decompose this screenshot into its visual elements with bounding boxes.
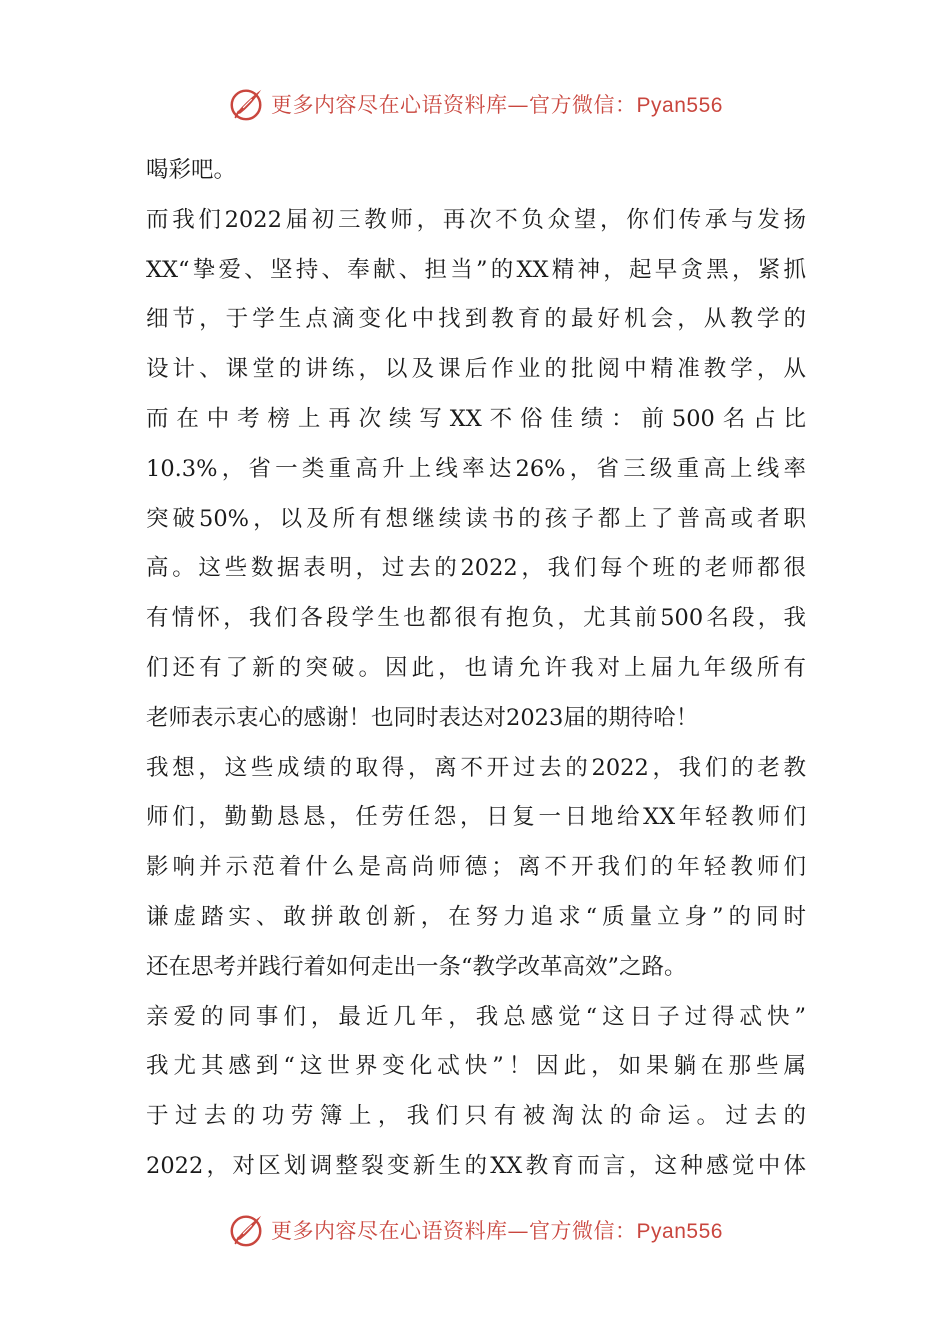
text-line: 还在思考并践行着如何走出一条“教学改革高效”之路。 <box>146 953 687 980</box>
header-wechat-label: 官方微信： <box>529 93 637 117</box>
text-line: 设计、课堂的讲练，以及课后作业的批阅中精准教学，从 <box>146 356 806 383</box>
text-line: 2022，对区划调整裂变新生的XX教育而言，这种感觉中体 <box>146 1152 806 1179</box>
text-line: 突破50%，以及所有想继续读书的孩子都上了普高或者职 <box>146 505 806 532</box>
text-line: 谦虚踏实、敢拼敢创新，在努力追求“质量立身”的同时 <box>146 903 806 930</box>
text-line: 有情怀，我们各段学生也都很有抱负，尤其前500名段，我 <box>146 605 806 632</box>
header-slogan: 更多内容尽在心语资料库 <box>271 93 508 117</box>
quill-logo-icon <box>227 1211 265 1249</box>
text-line: 于过去的功劳簿上，我们只有被淘汰的命运。过去的 <box>146 1103 806 1130</box>
text-line: 而我们2022届初三教师，再次不负众望，你们传承与发扬 <box>146 206 806 233</box>
text-line: 而在中考榜上再次续写XX不俗佳绩：前500名占比 <box>146 405 806 432</box>
text-line: 影响并示范着什么是高尚师德；离不开我们的年轻教师们 <box>146 854 806 881</box>
text-line: 喝彩吧。 <box>146 157 237 183</box>
text-line: 10.3%，省一类重高升上线率达26%，省三级重高上线率 <box>146 455 806 482</box>
document-body <box>146 146 806 1192</box>
header-separator: — <box>507 93 530 117</box>
footer-wechat-label: 官方微信： <box>529 1219 637 1243</box>
footer-text <box>271 1215 723 1245</box>
text-line: 细节，于学生点滴变化中找到教育的最好机会，从教学的 <box>146 306 806 333</box>
quill-logo-icon <box>227 85 265 123</box>
text-line: 我想，这些成绩的取得，离不开过去的2022，我们的老教 <box>146 754 806 781</box>
header-wechat-account: Pyan556 <box>636 94 723 117</box>
footer-banner <box>0 1208 950 1252</box>
footer-slogan: 更多内容尽在心语资料库 <box>271 1219 508 1243</box>
text-line: XX“挚爱、坚持、奉献、担当”的XX精神，起早贪黑，紧抓 <box>146 256 806 283</box>
footer-wechat-account: Pyan556 <box>636 1220 723 1243</box>
text-line: 我尤其感到“这世界变化忒快”！因此，如果躺在那些属 <box>146 1053 806 1080</box>
text-line: 亲爱的同事们，最近几年，我总感觉“这日子过得忒快” <box>146 1003 806 1030</box>
text-line: 们还有了新的突破。因此，也请允许我对上届九年级所有 <box>146 654 806 681</box>
header-text <box>271 89 723 119</box>
text-line: 师们，勤勤恳恳，任劳任怨，日复一日地给XX年轻教师们 <box>146 804 806 831</box>
footer-separator: — <box>507 1219 530 1243</box>
text-line: 高。这些数据表明，过去的2022，我们每个班的老师都很 <box>146 555 806 582</box>
header-banner <box>0 82 950 126</box>
text-line: 老师表示衷心的感谢！也同时表达对2023届的期待哈！ <box>146 704 699 731</box>
